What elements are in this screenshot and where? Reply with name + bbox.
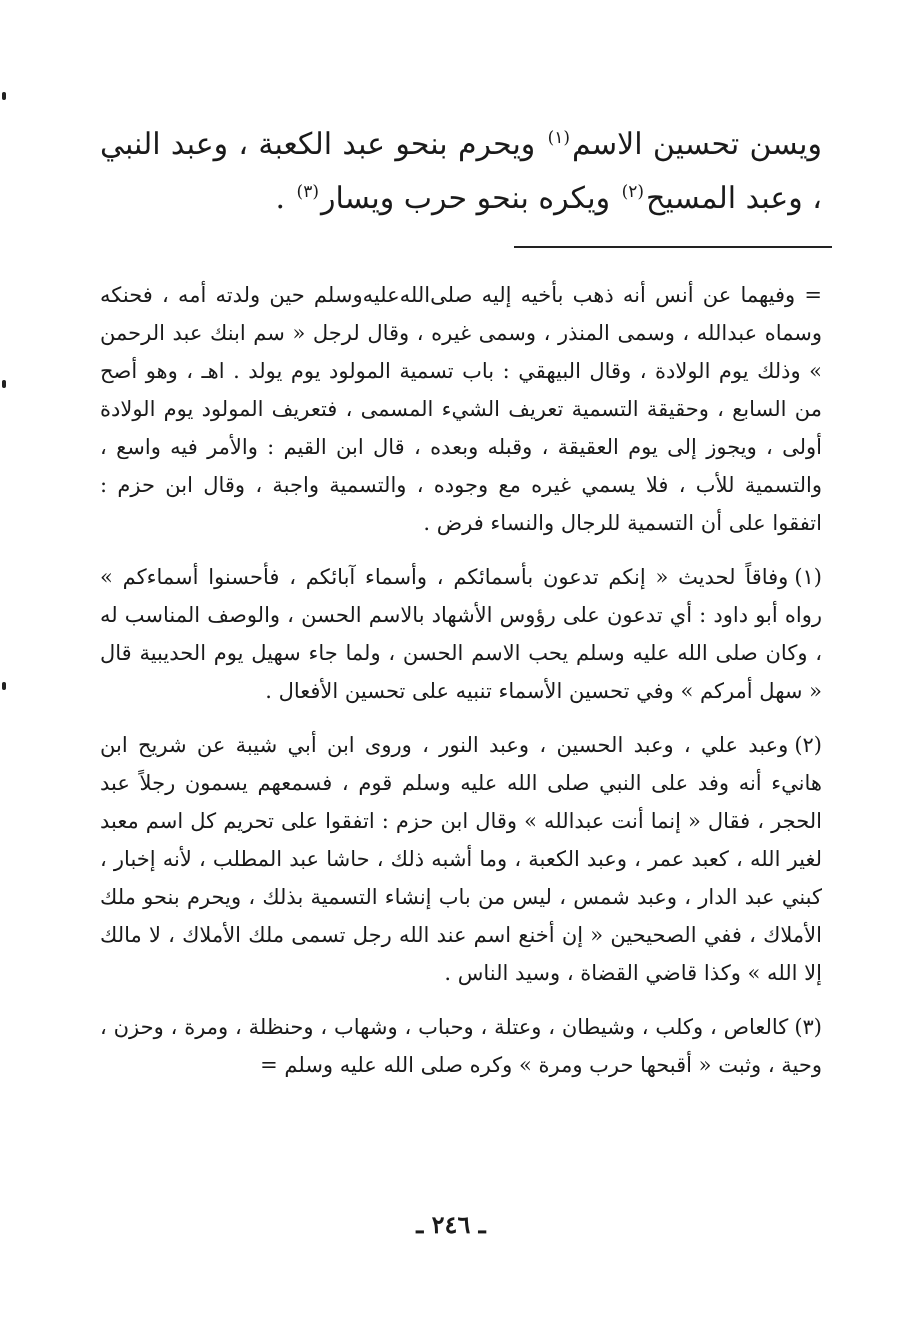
footnote-3-number: (٣) bbox=[794, 1015, 822, 1039]
footnotes bbox=[100, 276, 822, 1100]
footnote-2-number: (٢) bbox=[794, 733, 822, 757]
footnote-2-text: وعبد علي ، وعبد الحسين ، وعبد النور ، وروى ابن أبي شيبة عن شريح ابن هانيء أنه وفد على النبي صلى الله عليه وسلم قوم ، فسمعهم يسمون رجلاً عبد الحجر ، فقال « إنما أنت عبدالله » وقال ابن حزم : اتفقوا على تحريم كل اسم معبد لغير الله ، كعبد عمر ، وعبد الكعبة ، وما أشبه ذلك ، حاشا عبد المطلب ، لأنه إخبار ، كبني عبد الدار ، وعبد شمس ، ليس من باب إنشاء التسمية بذلك ، ويحرم بنحو ملك الأملاك ، ففي الصحيحين « إن أخنع اسم عند الله رجل تسمى ملك الأملاك ، لا مالك إلا الله » وكذا قاضي القضاة ، وسيد الناس . bbox=[100, 733, 822, 985]
footnote-marker-3: (٣) bbox=[296, 182, 319, 202]
scan-speck bbox=[2, 380, 6, 388]
main-text-part-1: ويسن تحسين الاسم bbox=[572, 127, 822, 162]
main-text-part-3: ويكره بنحو حرب ويسار bbox=[320, 181, 620, 216]
footnote-3 bbox=[100, 1008, 822, 1084]
footnote-1-number: (١) bbox=[794, 565, 822, 589]
footnote-1-text: وفاقاً لحديث « إنكم تدعون بأسمائكم ، وأسماء آبائكم ، فأحسنوا أسماءكم » رواه أبو داود : أي تدعون على رؤوس الأشهاد بالاسم الحسن ، والوصف المناسب له ، وكان صلى الله عليه وسلم يحب الاسم الحسن ، ولما جاء سهيل يوم الحديبية قال « سهل أمركم » وفي تحسين الأسماء تنبيه على تحسين الأفعال . bbox=[100, 565, 822, 703]
footnote-3-text: كالعاص ، وكلب ، وشيطان ، وعتلة ، وحباب ، وشهاب ، وحنظلة ، ومرة ، وحزن ، وحية ، وثبت « أقبحها حرب ومرة » وكره صلى الله عليه وسلم = bbox=[100, 1015, 822, 1077]
footnote-divider bbox=[514, 246, 832, 248]
main-text-part-2: ويحرم بنحو عبد الكعبة ، وعبد النبي ، وعبد المسيح bbox=[100, 127, 822, 216]
scan-speck bbox=[2, 682, 6, 690]
page-number: ـ ٢٤٦ ـ bbox=[416, 1210, 486, 1239]
footnote-marker-2: (٢) bbox=[621, 182, 645, 202]
main-text-part-4: . bbox=[275, 181, 295, 216]
footnote-2 bbox=[100, 726, 822, 992]
footnote-continuation: = وفيهما عن أنس أنه ذهب بأخيه إليه صلى‌الله‌عليه‌وسلم حين ولدته أمه ، فحنكه وسماه عبدالله ، وسمى المنذر ، وسمى غيره ، وقال لرجل « سم ابنك عبد الرحمن » وذلك يوم الولادة ، وقال البيهقي : باب تسمية المولود يوم يولد . اهـ ، وهو أصح من السابع ، وحقيقة التسمية تعريف الشيء المسمى ، فتعريف المولود يوم الولادة أولى ، ويجوز إلى يوم العقيقة ، وقبله وبعده ، قال ابن القيم : والأمر فيه واسع ، والتسمية للأب ، فلا يسمي غيره مع وجوده ، والتسمية واجبة ، وقال ابن حزم : اتفقوا على أن التسمية للرجال والنساء فرض . bbox=[100, 283, 822, 535]
main-text bbox=[100, 118, 822, 226]
footnote-marker-1: (١) bbox=[547, 128, 571, 148]
scan-speck bbox=[2, 92, 6, 100]
footnote-1 bbox=[100, 558, 822, 710]
